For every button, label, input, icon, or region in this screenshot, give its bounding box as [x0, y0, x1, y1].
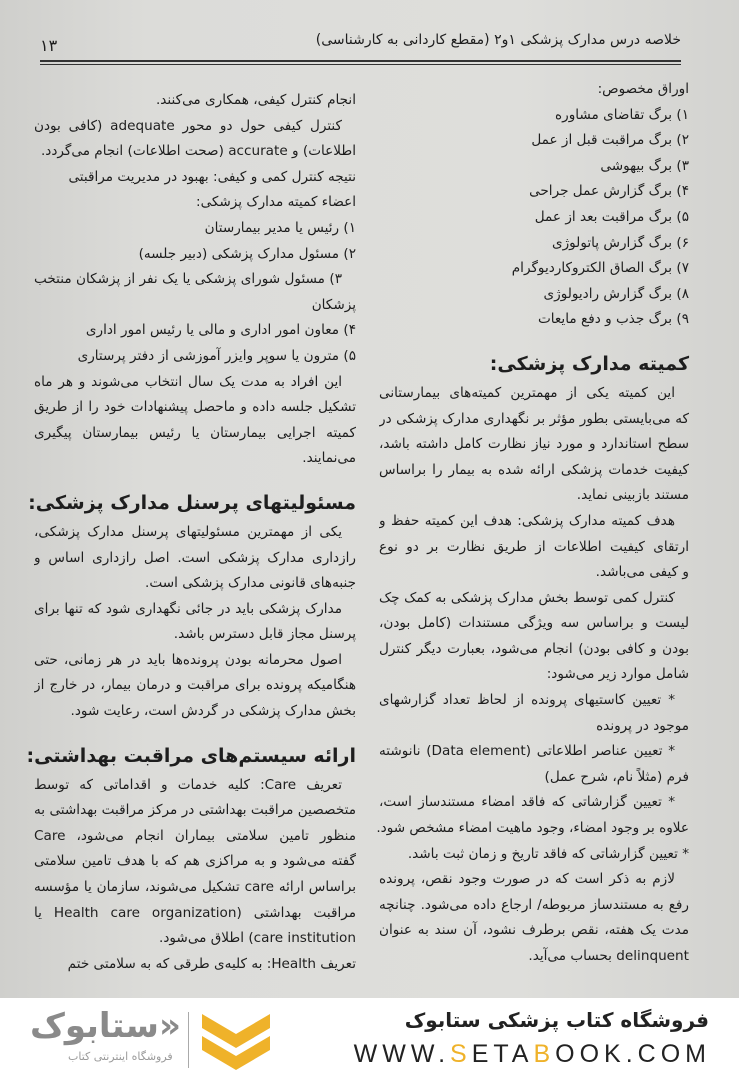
- text-line: ۴) برگ گزارش عمل جراحی: [529, 183, 689, 200]
- text-line: ۱) رئیس یا مدیر بیمارستان: [204, 219, 356, 236]
- text-line: ۳) برگ بیهوشی: [600, 157, 689, 174]
- text-line: * تعیین عناصر اطلاعاتی (Data element) نانوشته: [379, 743, 675, 760]
- text-line: یکی از مهمترین مسئولیتهای پرسنل مدارک پزشکی،: [34, 523, 342, 540]
- text-line: * تعیین گزارشاتی که فاقد تاریخ و زمان ثبت باشد.: [407, 845, 689, 862]
- text-line: جنبه‌های قانونی مدارک پزشکی است.: [145, 575, 356, 592]
- text-line: هدف کمیته مدارک پزشکی: هدف این کمیته حفظ و: [379, 512, 675, 529]
- text-line: اصول محرمانه بودن پرونده‌ها باید در هر زمانی، حتی: [34, 651, 342, 668]
- text-line: اعضاء کمیته مدارک پزشکی:: [195, 194, 356, 211]
- logo-divider: [188, 1012, 189, 1068]
- text-line: اوراق مخصوص:: [597, 81, 689, 97]
- url-part: ETA: [471, 1040, 534, 1068]
- text-line: متخصصین مراقبت بهداشتی در مرکز مراقبت بهداشتی به: [34, 802, 356, 819]
- text-line: ۲) برگ مراقبت قبل از عمل: [531, 132, 689, 149]
- store-name: فروشگاه کتاب پزشکی ستابوک: [404, 1008, 709, 1032]
- text-line: تشکیل جلسه داده و ماحصل پیشنهادات خود را از طریق: [34, 399, 356, 416]
- right-column: [376, 77, 689, 970]
- text-line: ۵) مترون یا سوپر وایزر آموزشی از دفتر پرستاری: [77, 347, 356, 364]
- text-line: این افراد به مدت یک سال انتخاب می‌شوند و هر ماه: [34, 373, 342, 390]
- text-line: انجام کنترل کیفی، همکاری می‌کنند.: [155, 92, 356, 108]
- url-part: B: [533, 1040, 556, 1068]
- text-line: بودن و کافی بودن) انجام می‌شود، بعبارت دیگر کنترل: [379, 640, 689, 657]
- section-heading: مسئولیتهای پرسنل مدارک پزشکی:: [28, 491, 356, 514]
- text-line: * تعیین کاستیهای پرونده از لحاظ تعداد گزارشهای: [379, 692, 675, 709]
- text-line: مدت یک هفته، نقص برطرف نشود، آن سند به عنوان: [379, 922, 689, 939]
- text-line: رازداری مدارک پزشکی است. اصل رازداری اساس و: [34, 549, 356, 566]
- url-part: OOK.COM: [555, 1040, 711, 1068]
- text-line: و کیفی می‌باشد.: [595, 564, 689, 581]
- text-line: ۲) مسئول مدارک پزشکی (دبیر جلسه): [138, 245, 356, 262]
- text-line: لازم به ذکر است که در صورت وجود نقص، پرونده: [379, 871, 675, 888]
- text-line: مستند بازبینی نماید.: [576, 487, 689, 504]
- setabook-chevron-logo-icon: [198, 1010, 274, 1072]
- text-line: ۹) برگ جذب و دفع مایعات: [537, 311, 689, 328]
- text-line: می‌نمایند.: [302, 450, 356, 467]
- store-banner: [0, 998, 739, 1080]
- text-line: مدارک پزشکی باید در جائی نگهداری شود که تنها برای: [34, 600, 342, 617]
- logo-subtitle: فروشگاه اینترنتی کتاب: [68, 1050, 173, 1063]
- text-line: اطلاعات) و accurate (صحت اطلاعات) انجام می‌گردد.: [40, 143, 356, 160]
- text-line: کیفیت خدمات پزشکی ارائه شده به بیمار را براساس: [379, 461, 689, 478]
- page-number: ۱۳: [40, 36, 58, 55]
- text-line: ۱) برگ تقاضای مشاوره: [555, 106, 689, 123]
- text-line: ۷) برگ الصاق الکتروکاردیوگرام: [511, 260, 689, 277]
- text-line: ۳) مسئول شورای پزشکی یا یک نفر از پزشکان منتخب: [34, 271, 342, 288]
- text-line: کمیته اجرایی بیمارستان یا رئیس بیمارستان پیگیری: [34, 424, 356, 441]
- text-line: ۵) برگ مراقبت بعد از عمل: [534, 208, 689, 225]
- store-url[interactable]: [354, 1040, 711, 1069]
- text-line: نتیجه کنترل کمی و کیفی: بهبود در مدیریت مراقبتی: [68, 168, 356, 185]
- url-part: S: [450, 1040, 472, 1068]
- text-line: کنترل کمی توسط بخش مدارک پزشکی به کمک چک: [379, 589, 675, 606]
- text-line: موجود در پرونده: [596, 717, 689, 734]
- text-line: لیست و براساس سه ویژگی مستندات (کامل بودن،: [379, 615, 689, 632]
- text-line: علاوه بر وجود امضاء، وجود ماهیت امضاء مشخص شود.: [376, 820, 689, 837]
- text-line: رفع به مستندساز مربوطه/ ارجاع داده می‌شود. چنانچه: [379, 896, 689, 913]
- section-heading: ارائه سیستم‌های مراقبت بهداشتی:: [26, 744, 356, 767]
- text-line: بخش مدارک پزشکی در گردش است، رعایت شود.: [70, 703, 356, 720]
- text-line: سطح استاندارد و مورد نیاز نظارت کامل داشته باشد،: [379, 436, 689, 453]
- text-line: گفته می‌شود و به مراکزی هم که با هدف تامین سلامتی: [34, 853, 356, 870]
- text-line: هنگامیکه پرونده برای مراقبت و درمان بیمار، در خارج از: [34, 677, 356, 694]
- text-line: تعریف Health: به کلیه‌ی طرقی که به سلامتی ختم: [67, 955, 356, 972]
- text-line: پزشکان: [311, 296, 356, 313]
- text-line: ۸) برگ گزارش رادیولوژی: [543, 285, 689, 302]
- section-heading: کمیته مدارک پزشکی:: [489, 352, 689, 375]
- url-part: WWW.: [353, 1040, 451, 1068]
- text-line: این کمیته یکی از مهمترین کمیته‌های بیمارستانی: [379, 384, 675, 401]
- text-line: ۴) معاون امور اداری و مالی یا رئیس امور اداری: [85, 322, 356, 339]
- text-line: delinquent بحساب می‌آید.: [528, 948, 689, 964]
- text-line: پرسنل مجاز قابل دسترس باشد.: [173, 626, 356, 643]
- text-line: تعریف Care: کلیه خدمات و اقداماتی که توسط: [34, 776, 342, 793]
- text-line: منظور تامین سلامتی بیماران انجام می‌شود، Care: [34, 827, 356, 844]
- text-line: کنترل کیفی حول دو محور adequate (کافی بودن: [34, 117, 342, 134]
- text-line: مراقبت بهداشتی (Health care organization یا: [34, 904, 356, 921]
- text-line: براساس ارائه care تشکیل می‌شوند، سازمان یا مؤسسه: [34, 879, 356, 896]
- left-column: [26, 88, 356, 977]
- text-line: که می‌بایستی بطور مؤثر بر نگهداری مدارک پزشکی در: [379, 410, 689, 427]
- text-line: ۶) برگ گزارش پاتولوژی: [551, 234, 689, 251]
- text-line: فرم (مثلاً نام، شرح عمل): [544, 768, 689, 785]
- logo-wordmark: «ستابوک: [30, 1006, 181, 1046]
- text-line: care institution) اطلاق می‌شود.: [159, 930, 356, 947]
- text-line: شامل موارد زیر می‌شود:: [546, 666, 689, 683]
- header-divider: [40, 60, 681, 65]
- running-header-title: خلاصه درس مدارک پزشکی ۱و۲ (مقطع کاردانی به کارشناسی): [315, 32, 681, 48]
- text-line: ارتقای کیفیت اطلاعات از طریق نظارت بر دو نوع: [379, 538, 689, 555]
- text-line: * تعیین گزارشاتی که فاقد امضاء مستندساز است،: [379, 794, 675, 811]
